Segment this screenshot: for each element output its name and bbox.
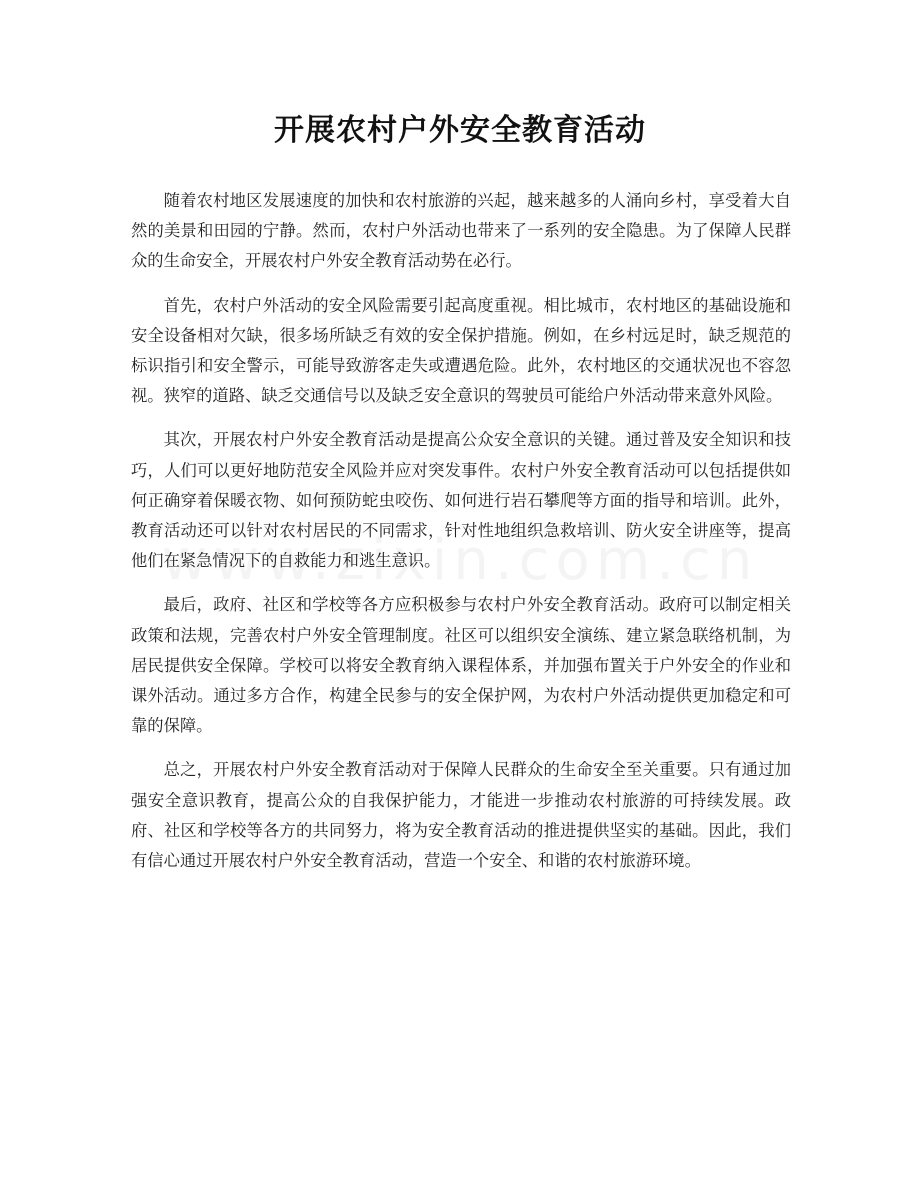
paragraph: 随着农村地区发展速度的加快和农村旅游的兴起，越来越多的人涌向乡村，享受着大自然的美景和田园的宁静。然而，农村户外活动也带来了一系列的安全隐患。为了保障人民群众的生命安全，开展农村户外安全教育活动势在必行。 bbox=[131, 191, 791, 271]
document-title: 开展农村户外安全教育活动 bbox=[274, 113, 646, 148]
paragraph: 其次，开展农村户外安全教育活动是提高公众安全意识的关键。通过普及安全知识和技巧，人们可以更好地防范安全风险并应对突发事件。农村户外安全教育活动可以包括提供如何正确穿着保暖衣物、如何预防蛇虫咬伤、如何进行岩石攀爬等方面的指导和培训。此外，教育活动还可以针对农村居民的不同需求，针对性地组织急救培训、防火安全讲座等，提高他们在紧急情况下的自救能力和逃生意识。 bbox=[131, 430, 791, 571]
paragraph: 首先，农村户外活动的安全风险需要引起高度重视。相比城市，农村地区的基础设施和安全设备相对欠缺，很多场所缺乏有效的安全保护措施。例如，在乡村远足时，缺乏规范的标识指引和安全警示，可能导致游客走失或遭遇危险。此外，农村地区的交通状况也不容忽视。狭窄的道路、缺乏交通信号以及缺乏安全意识的驾驶员可能给户外活动带来意外风险。 bbox=[131, 295, 791, 406]
paragraph: 总之，开展农村户外安全教育活动对于保障人民群众的生命安全至关重要。只有通过加强安全意识教育，提高公众的自我保护能力，才能进一步推动农村旅游的可持续发展。政府、社区和学校等各方的共同努力，将为安全教育活动的推进提供坚实的基础。因此，我们有信心通过开展农村户外安全教育活动，营造一个安全、和谐的农村旅游环境。 bbox=[131, 760, 791, 871]
paragraph: 最后，政府、社区和学校等各方应积极参与农村户外安全教育活动。政府可以制定相关政策和法规，完善农村户外安全管理制度。社区可以组织安全演练、建立紧急联络机制，为居民提供安全保障。学校可以将安全教育纳入课程体系，并加强布置关于户外安全的作业和课外活动。通过多方合作，构建全民参与的安全保护网，为农村户外活动提供更加稳定和可靠的保障。 bbox=[131, 595, 791, 736]
document-body bbox=[131, 186, 791, 890]
